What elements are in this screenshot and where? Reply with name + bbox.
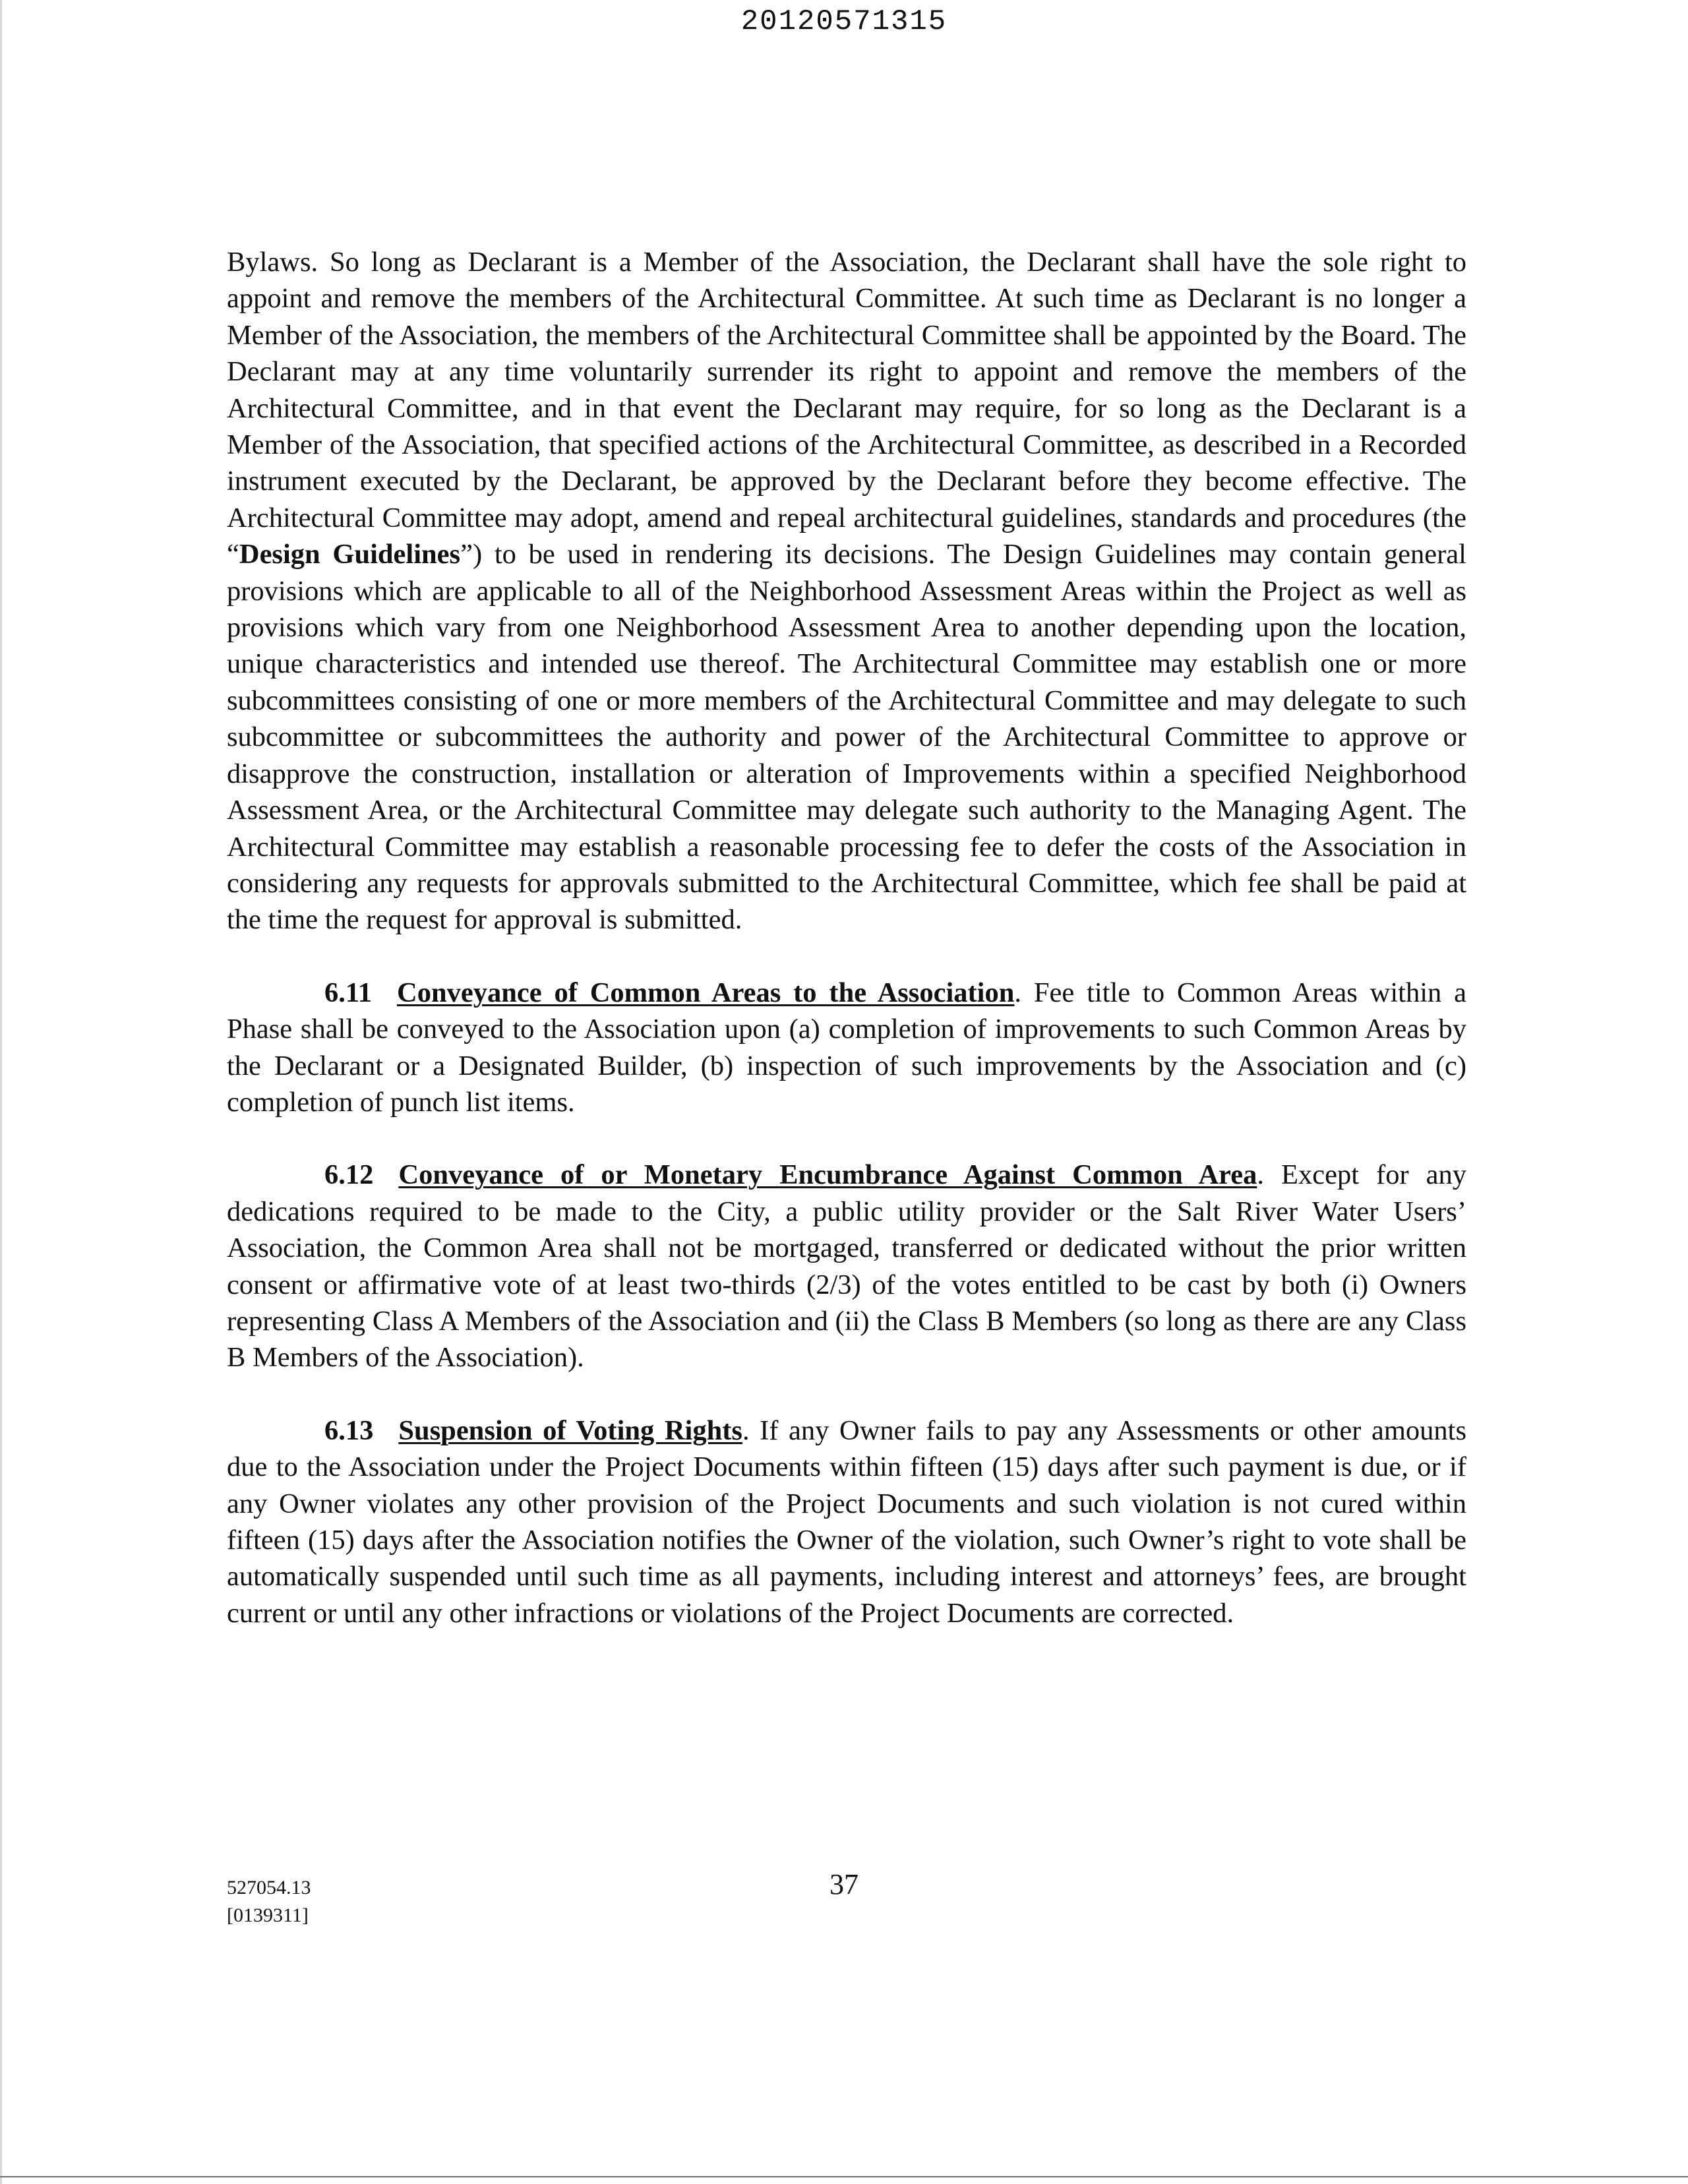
section-text: . Except for any dedications required to be made to the City, a public utility provider or the Salt River Water Users’ Association, the Common Area shall not be mortgaged, transferred or dedicated without the prior written consent or affirmative vote of at least two-thirds (2/3) of the votes entitled to be cast by both (i) Owners representing Class A Members of the Association and (ii) the Class B Members (so long as there are any Class B Members of the Association). xyxy=(227,1159,1466,1374)
defined-term-design-guidelines: Design Guidelines xyxy=(239,539,461,570)
scan-left-edge xyxy=(0,0,2,2184)
section-6-13 xyxy=(227,1412,1466,1631)
bottom-rule xyxy=(0,2176,1688,2177)
section-title: Conveyance of or Monetary Encumbrance Against Common Area xyxy=(398,1159,1257,1191)
page-number: 37 xyxy=(829,1868,859,1900)
recording-number: 20120571315 xyxy=(740,5,948,38)
intro-text-part1: Bylaws. So long as Declarant is a Member of the Association, the Declarant shall have the sole right to appoint and remove the members of the Architectural Committee. At such time as Declarant is no longer a Member of the Association, the members of the Architectural Committee shall be appointed by the Board. The Declarant may at any time voluntarily surrender its right to appoint and remove the members of the Architectural Committee, and in that event the Declarant may require, for so long as the Declarant is a Member of the Association, that specified actions of the Architectural Committee, as described in a Recorded instrument executed by the Declarant, be approved by the Declarant before they become effective. The Architectural Committee may adopt, amend and repeal architectural guidelines, standards and procedures (the “ xyxy=(227,247,1466,570)
section-number: 6.12 xyxy=(324,1159,374,1191)
section-6-12 xyxy=(227,1157,1466,1376)
intro-text-part2: ”) to be used in rendering its decisions. The Design Guidelines may contain general provisions which are applicable to all of the Neighborhood Assessment Areas within the Project as well as provisions which vary from one Neighborhood Assessment Area to another depending upon the location, unique characteristics and intended use thereof. The Architectural Committee may establish one or more subcommittees consisting of one or more members of the Architectural Committee and may delegate to such subcommittee or subcommittees the authority and power of the Architectural Committee to approve or disapprove the construction, installation or alteration of Improvements within a specified Neighborhood Assessment Area, or the Architectural Committee may delegate such authority to the Managing Agent. The Architectural Committee may establish a reasonable processing fee to defer the costs of the Association in considering any requests for approvals submitted to the Architectural Committee, which fee shall be paid at the time the request for approval is submitted. xyxy=(227,539,1466,936)
section-6-11 xyxy=(227,975,1466,1121)
document-body xyxy=(227,244,1466,1668)
section-title: Conveyance of Common Areas to the Association xyxy=(397,977,1015,1008)
intro-paragraph xyxy=(227,244,1466,938)
section-text: . Fee title to Common Areas within a Phase shall be conveyed to the Association upon (a) completion of improvements to such Common Areas by the Declarant or a Designated Builder, (b) inspection of such improvements by the Association and (c) completion of punch list items. xyxy=(227,977,1466,1118)
section-text: . If any Owner fails to pay any Assessments or other amounts due to the Association under the Project Documents within fifteen (15) days after such payment is due, or if any Owner violates any other provision of the Project Documents and such violation is not cured within fifteen (15) days after the Association notifies the Owner of the violation, such Owner’s right to vote shall be automatically suspended until such time as all payments, including interest and attorneys’ fees, are brought current or until any other infractions or violations of the Project Documents are corrected. xyxy=(227,1414,1466,1629)
section-number: 6.13 xyxy=(324,1414,374,1446)
footer-doc-id: 527054.13 xyxy=(227,1877,311,1898)
section-number: 6.11 xyxy=(324,977,373,1008)
section-title: Suspension of Voting Rights xyxy=(398,1414,742,1446)
footer-client-matter: [0139311] xyxy=(227,1904,309,1926)
